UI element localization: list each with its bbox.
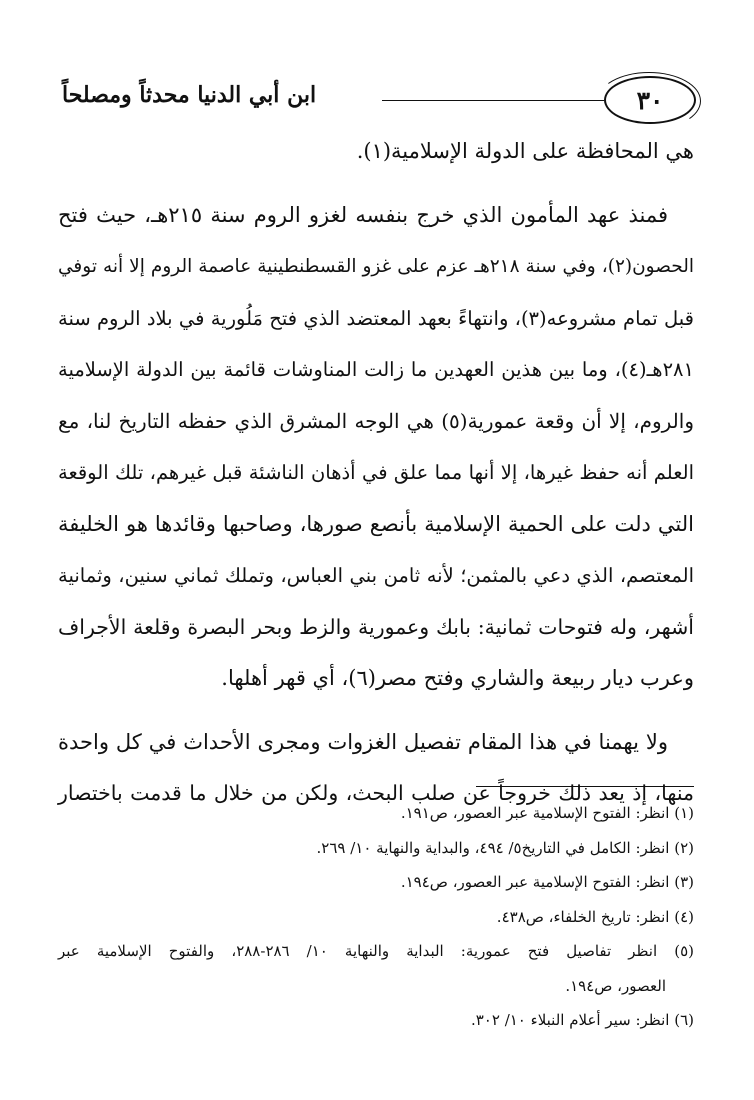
text-line: ٢٨١هـ(٤)، وما بين هذين العهدين ما زالت المناوشات قائمة بين الدولة الإسلامية (58, 358, 694, 381)
footnote: (٣) انظر: الفتوح الإسلامية عبر العصور، ص١٩٤. (400, 873, 694, 891)
footnote: (٥) انظر تفاصيل فتح عمورية: البداية والنهاية ١٠/ ٢٨٦-٢٨٨، والفتوح الإسلامية عبر (58, 942, 694, 960)
footnote: (٤) انظر: تاريخ الخلفاء، ص٤٣٨. (496, 907, 694, 926)
body-text (58, 126, 694, 820)
footnote: (١) انظر: الفتوح الإسلامية عبر العصور، ص١٩١. (400, 804, 694, 822)
text-line: منها، إذ يعد ذلك خروجاً عن صلب البحث، ولكن من خلال ما قدمت باختصار (58, 781, 694, 805)
footnote: (٢) انظر: الكامل في التاريخ٥/ ٤٩٤، والبداية والنهاية ١٠/ ٢٦٩. (316, 838, 694, 857)
text-line: وعرب ديار ربيعة والشاري وفتح مصر(٦)، أي قهر أهلها. (221, 666, 694, 690)
text-line: التي دلت على الحمية الإسلامية بأنصع صورها، وصاحبها وقائدها هو الخليفة (58, 511, 694, 536)
text-line: الحصون(٢)، وفي سنة ٢١٨هـ عزم على غزو القسطنطينية عاصمة الروم إلا أنه توفي (58, 256, 694, 277)
text-line: قبل تمام مشروعه(٣)، وانتهاءً بعهد المعتضد الذي فتح مَلُورية في بلاد الروم سنة (58, 306, 694, 330)
footnote-rule (476, 786, 694, 787)
running-title: ابن أبي الدنيا محدثاً ومصلحاً (62, 82, 317, 108)
paragraph-gap (58, 178, 694, 190)
page-header (62, 76, 696, 128)
page-number: ٣٠ (604, 76, 696, 124)
text-line: هي المحافظة على الدولة الإسلامية(١). (356, 139, 694, 163)
header-rule (382, 100, 604, 101)
text-line: المعتصم، الذي دعي بالمثمن؛ لأنه ثامن بني العباس، وتملك ثماني سنين، وثمانية (58, 564, 694, 587)
text-line: ولا يهمنا في هذا المقام تفصيل الغزوات ومجرى الأحداث في كل واحدة (58, 729, 668, 754)
footnote-continuation: العصور، ص١٩٤. (565, 976, 666, 995)
text-line: أشهر، وله فتوحات ثمانية: بابك وعمورية والزط وبحر البصرة وقلعة الأجراف (58, 614, 694, 639)
text-line: العلم أنه حفظ غيرها، إلا أنها مما علق في أذهان الناشئة قبل غيرهم، تلك الوقعة (58, 461, 694, 484)
text-line: والروم، إلا أن وقعة عمورية(٥) هي الوجه المشرق الذي حفظه التاريخ لنا، مع (58, 408, 694, 433)
paragraph-gap (58, 705, 694, 717)
footnotes (58, 796, 694, 1038)
text-line: فمنذ عهد المأمون الذي خرج بنفسه لغزو الروم سنة ٢١٥هـ، حيث فتح (58, 202, 668, 227)
footnote: (٦) انظر: سير أعلام النبلاء ١٠/ ٣٠٢. (470, 1011, 694, 1029)
